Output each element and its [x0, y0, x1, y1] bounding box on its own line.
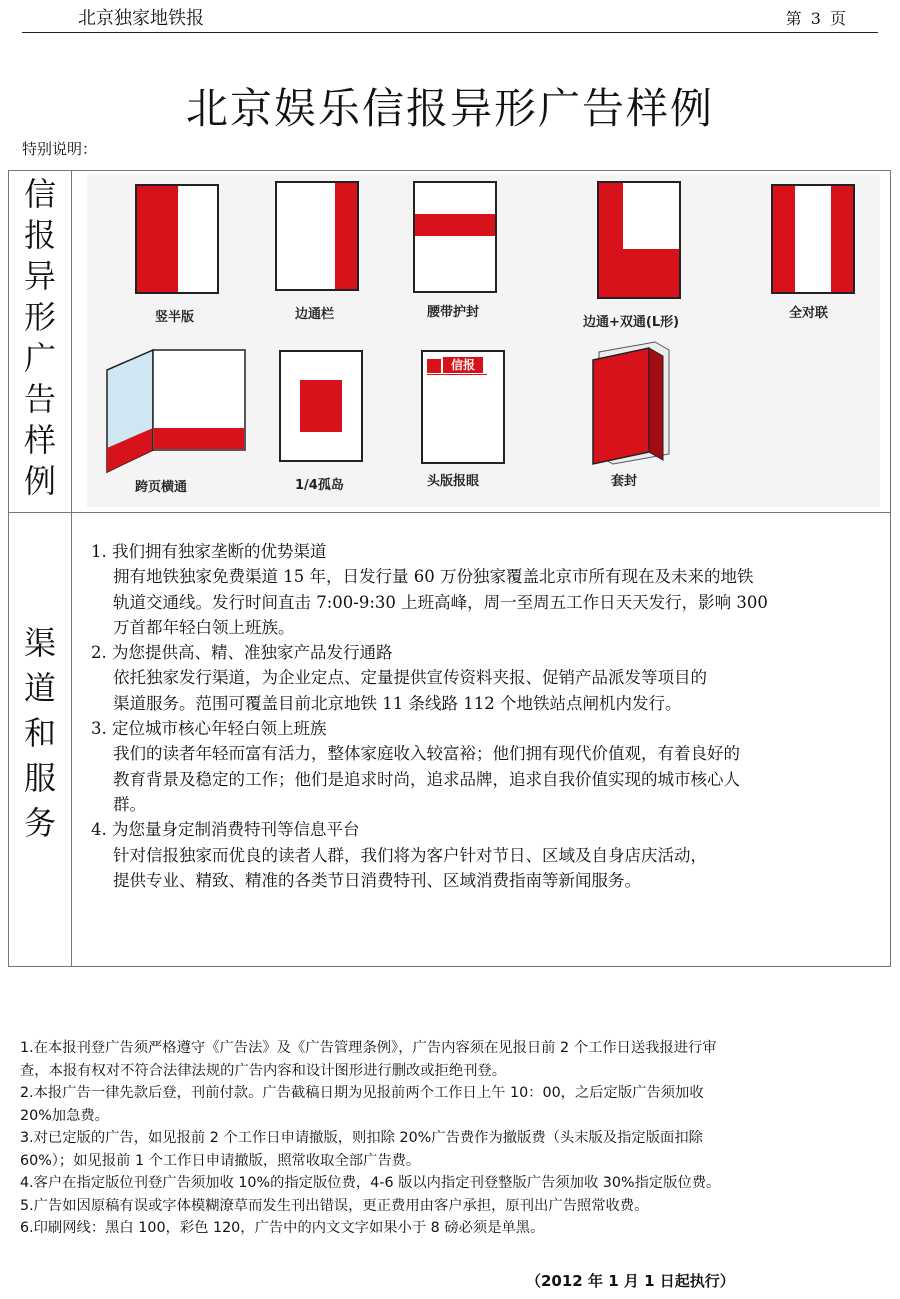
- ad-area-left: [773, 186, 795, 292]
- terms-line: 4.客户在指定版位刊登广告须加收 10%的指定版位费，4-6 版以内指定刊登整版广告须加收 30%指定版位费。: [20, 1175, 721, 1191]
- service-line: 依托独家发行渠道，为企业定点、定量提供宣传资料夹报、促销产品派发等项目的: [113, 668, 707, 688]
- effective-date: （2012 年 1 月 1 日起执行）: [526, 1272, 735, 1290]
- services-list: [81, 539, 891, 893]
- label-char: 报: [23, 216, 56, 254]
- format-caption: 边通+双通(L形): [583, 315, 680, 330]
- content-table: [8, 170, 891, 967]
- format-caption: 边通栏: [295, 307, 335, 322]
- label-char: 告: [23, 380, 56, 418]
- page-thumbnail: [135, 184, 219, 294]
- section-label-channels-services: [9, 621, 71, 846]
- label-char: 服: [23, 759, 56, 797]
- terms-line: 3.对已定版的广告，如见报前 2 个工作日申请撤版，则扣除 20%广告费作为撤版费（头末版及指定版面扣除: [20, 1130, 703, 1146]
- format-caption: 全对联: [789, 306, 829, 321]
- service-line: 轨道交通线。发行时间直击 7:00-9:30 上班高峰，周一至周五工作日天天发行，影响 300: [113, 592, 768, 612]
- masthead-rule: [427, 374, 487, 375]
- terms-line: 2.本报广告一律先款后登，刊前付款。广告截稿日期为见报前两个工作日上午 10：00，之后定版广告须加收: [20, 1085, 704, 1101]
- label-char: 异: [23, 257, 56, 295]
- column-divider: [71, 171, 72, 966]
- note-label: 特别说明：: [22, 140, 98, 158]
- format-caption: 套封: [611, 474, 638, 489]
- terms-line: 20%加急费。: [20, 1107, 109, 1124]
- terms-line: 查，本报有权对不符合法律法规的广告内容和设计图形进行删改或拒绝刊登。: [20, 1062, 507, 1079]
- label-char: 务: [23, 804, 56, 842]
- ad-area: [137, 186, 178, 292]
- format-caption: 竖半版: [155, 310, 195, 325]
- page-thumbnail: [279, 350, 363, 462]
- label-char: 道: [23, 669, 56, 707]
- service-line: 群。: [113, 794, 146, 814]
- format-cover-wrap: [585, 334, 681, 489]
- service-heading: 1. 我们拥有独家垄断的优势渠道: [91, 542, 327, 561]
- format-caption: 头版报眼: [427, 474, 480, 489]
- service-line: 教育背景及稳定的工作；他们是追求时尚，追求品牌，追求自我价值实现的城市核心人: [113, 769, 740, 789]
- section-label-ad-formats: [9, 174, 71, 502]
- spread-illustration: [105, 344, 255, 476]
- label-char: 和: [23, 714, 56, 752]
- label-char: 样: [23, 421, 56, 459]
- format-caption: 跨页横通: [135, 480, 188, 495]
- service-line: 拥有地铁独家免费渠道 15 年，日发行量 60 万份独家覆盖北京市所有现在及未来的地铁: [113, 567, 754, 587]
- page-thumbnail: [275, 181, 359, 291]
- page-number: 第 3 页: [785, 9, 848, 28]
- masthead-logo: 信报: [443, 357, 483, 373]
- service-item: [81, 539, 891, 640]
- terms-line: 6.印刷网线：黑白 100，彩色 120，广告中的内文文字如果小于 8 磅必须是单黑。: [20, 1220, 545, 1236]
- page-thumbnail: [771, 184, 855, 294]
- label-char: 例: [23, 462, 56, 500]
- page-thumbnail: [421, 350, 505, 464]
- ad-area-right: [831, 186, 853, 292]
- service-heading: 3. 定位城市核心年轻白领上班族: [91, 719, 327, 739]
- label-char: 渠: [23, 624, 56, 662]
- ear-ad-area: [427, 359, 441, 373]
- terms-line: 60%）；如见报前 1 个工作日申请撤版，照常收取全部广告费。: [20, 1152, 421, 1169]
- ad-area: [335, 183, 357, 289]
- row-divider: [9, 512, 890, 513]
- label-char: 形: [23, 298, 56, 336]
- service-line: 渠道服务。范围可覆盖目前北京地铁 11 条线路 112 个地铁站点闸机内发行。: [113, 693, 682, 713]
- service-line: 提供专业、精致、精准的各类节日消费特刊、区域消费指南等新闻服务。: [113, 870, 641, 890]
- page-thumbnail: [597, 181, 681, 299]
- label-char: 信: [23, 175, 56, 213]
- service-item: [81, 817, 891, 893]
- format-caption: 1/4孤岛: [295, 478, 344, 493]
- ad-area: [300, 380, 342, 432]
- label-char: 广: [23, 339, 56, 377]
- ad-area-horizontal: [599, 249, 679, 297]
- service-line: 我们的读者年轻而富有活力，整体家庭收入较富裕；他们拥有现代价值观，有着良好的: [113, 744, 740, 764]
- format-spread-banner: [105, 344, 255, 495]
- format-caption: 腰带护封: [427, 305, 480, 320]
- service-heading: 2. 为您提供高、精、准独家产品发行通路: [91, 643, 393, 663]
- service-item: [81, 640, 891, 716]
- service-line: 针对信报独家而优良的读者人群，我们将为客户针对节日、区域及自身店庆活动，: [113, 845, 707, 865]
- service-heading: 4. 为您量身定制消费特刊等信息平台: [91, 820, 360, 840]
- page-title: 北京娱乐信报异形广告样例: [185, 84, 714, 133]
- terms-line: 1.在本报刊登广告须严格遵守《广告法》及《广告管理条例》，广告内容须在见报日前 2 个工作日送我报进行审: [20, 1040, 717, 1056]
- terms-and-conditions: [20, 1037, 898, 1240]
- terms-line: 5.广告如因原稿有误或字体模糊潦草而发生刊出错误，更正费用由客户承担，原刊出广告照常收费。: [20, 1197, 649, 1214]
- page-thumbnail: [413, 181, 497, 293]
- ad-format-illustrations: [87, 174, 880, 507]
- cover-wrap-illustration: [585, 334, 681, 474]
- publication-name: 北京独家地铁报: [78, 8, 204, 29]
- service-line: 万首都年轻白领上班族。: [113, 617, 295, 637]
- page-header: [22, 0, 878, 33]
- ad-area: [415, 214, 495, 236]
- service-item: [81, 716, 891, 817]
